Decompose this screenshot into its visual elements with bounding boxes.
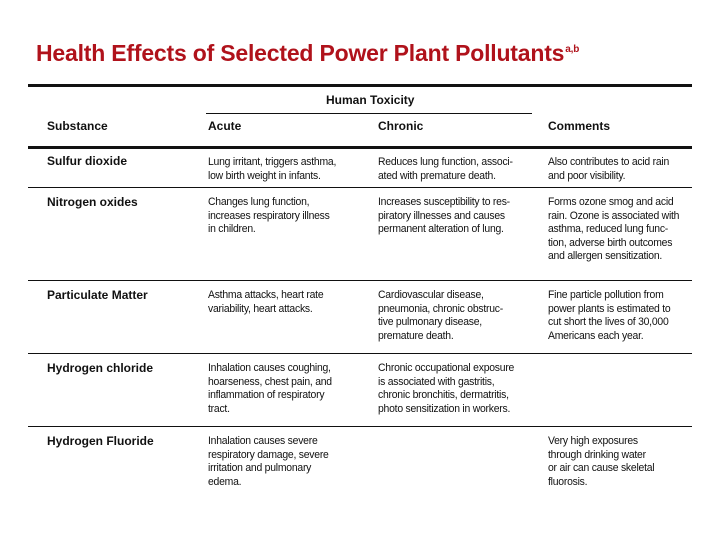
chronic-cell: Chronic occupational exposure is associated with gastritis, chronic bronchitis, dermatritis, photo sensitization in workers. [378,362,515,415]
chronic-cell: Reduces lung function, associ- ated with premature death. [378,156,513,182]
substance-cell: Sulfur dioxide [47,154,128,168]
substance-cell: Hydrogen chloride [47,361,154,375]
row-divider [28,280,692,281]
substance-cell: Nitrogen oxides [47,195,138,209]
chronic-cell: Increases susceptibility to res- piratory illnesses and causes permanent alteration of lung. [378,196,510,235]
acute-cell: Lung irritant, triggers asthma, low birth weight in infants. [208,156,337,182]
title-footnote-marker: a,b [565,44,580,56]
row-divider [28,187,692,188]
comments-cell: Very high exposures through drinking water or air can cause skeletal fluorosis. [548,435,655,488]
group-header-rule [206,113,532,114]
column-header-comments: Comments [548,119,611,133]
title-text: Health Effects of Selected Power Plant Pollutants [36,40,565,66]
page-title [36,40,579,67]
column-header-substance: Substance [47,119,108,133]
comments-cell: Fine particle pollution from power plants is estimated to cut short the lives of 30,000 Americans each year. [548,289,671,342]
substance-cell: Hydrogen Fluoride [47,434,154,448]
acute-cell: Inhalation causes coughing, hoarseness, chest pain, and inflammation of respiratory tract. [208,362,332,415]
acute-cell: Changes lung function, increases respiratory illness in children. [208,196,330,235]
column-header-chronic: Chronic [378,119,424,133]
table-top-rule [28,84,692,87]
row-divider [28,426,692,427]
chronic-cell: Cardiovascular disease, pneumonia, chronic obstruc- tive pulmonary disease, premature death. [378,289,504,342]
human-toxicity-group-header: Human Toxicity [326,93,415,107]
comments-cell: Also contributes to acid rain and poor visibility. [548,156,670,182]
header-bottom-rule [28,146,692,149]
acute-cell: Inhalation causes severe respiratory damage, severe irritation and pulmonary edema. [208,435,329,488]
comments-cell: Forms ozone smog and acid rain. Ozone is associated with asthma, reduced lung func- tion, adverse birth outcomes and allergen sensitization. [548,196,680,262]
acute-cell: Asthma attacks, heart rate variability, heart attacks. [208,289,324,315]
column-header-acute: Acute [208,119,242,133]
row-divider [28,353,692,354]
substance-cell: Particulate Matter [47,288,148,302]
